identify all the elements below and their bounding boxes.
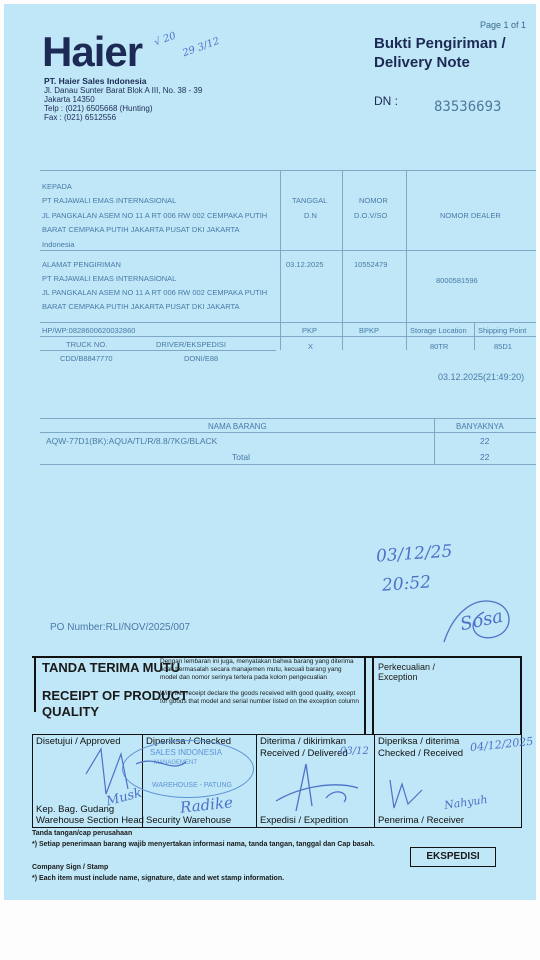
company-address-2: Jakarta 14350 [44,95,95,104]
kepada-label: KEPADA [42,182,72,191]
nomor-sub: D.O.V/SO [354,211,388,220]
shipping-point-value: 85D1 [494,342,512,351]
nomor-label: NOMOR [359,196,388,205]
received-foot: Penerima / Receiver [378,815,465,826]
checked-label: Diperiksa / Checked [146,736,232,747]
rule [372,656,374,734]
shipping-point-label: Shipping Point [478,326,527,335]
nomor-value: 10552479 [354,260,388,269]
shipping-address-label: ALAMAT PENGIRIMAN [42,260,121,269]
receipt-title-en-2: QUALITY [42,704,100,719]
truck-value: CDD/B8847770 [60,354,113,363]
truck-label: TRUCK NO. [66,340,108,349]
dn-label: DN : [374,94,398,108]
rule [40,432,536,433]
shipping-address-1: JL PANGKALAN ASEM NO 11 A RT 006 RW 002 CEMPAKA PUTIH [42,288,268,297]
haier-logo: Haier [42,28,143,75]
title-id: Bukti Pengiriman / [374,35,506,52]
delivered-foot: Expedisi / Expedition [260,815,349,826]
rule [40,250,536,251]
total-label: Total [232,452,250,462]
rule [40,418,536,419]
handwritten-corner-2: 29 3/12 [181,35,222,60]
pkp-value: X [308,342,314,351]
handwritten-corner-1: √ 20 [152,30,178,49]
signature-checked: Radike [179,793,234,817]
received-label-1: Diperiksa / diterima [378,736,460,747]
handwritten-time: 20:52 [381,572,432,596]
company-name: PT. Haier Sales Indonesia [44,76,147,86]
stamp-text: SALES INDONESIA [150,748,223,757]
recipient-country: Indonesia [42,240,75,249]
stamp-management: MANAGEMENT [154,760,198,766]
phone-number: HP/WP:0828600620032860 [42,326,136,335]
rule [40,464,536,465]
receiver-scribble [382,774,432,814]
rule [374,734,375,828]
recipient-address-2: BARAT CEMPAKA PUTIH JAKARTA PUSAT DKI JAKARTA [42,225,240,234]
tanggal-sub: D.N [304,211,317,220]
company-info [44,77,202,122]
checked-foot: Security Warehouse [146,815,232,826]
received-label-2: Checked / Received [378,748,464,759]
driver-value: DONI/E88 [184,354,219,363]
delivered-label-2: Received / Delivered [260,748,348,759]
receipt-title-id: TANDA TERIMA MUTU [42,660,181,675]
page-number: Page 1 of 1 [479,20,526,30]
rule [40,170,536,171]
storage-location-value: 80TR [430,342,449,351]
approved-foot-2: Warehouse Section Head [36,815,144,826]
dealer-label: NOMOR DEALER [440,211,501,220]
item-name-header: NAMA BARANG [208,422,267,431]
stamp-sub: WAREHOUSE - PATUNG [152,782,232,789]
approved-scribble [76,744,196,804]
delivered-handwritten-date: 03/12 [340,746,369,757]
rule [34,656,36,712]
driver-label: DRIVER/EKSPEDISI [156,340,227,349]
approved-foot-1: Kep. Bag. Gudang [36,804,115,815]
top-signature: Sosa [458,605,505,636]
dn-value: 83536693 [434,99,502,115]
rule [434,418,435,464]
storage-location-label: Storage Location [410,326,467,335]
shipping-name: PT RAJAWALI EMAS INTERNASIONAL [42,274,177,283]
rule [40,336,536,337]
expedition-signature [266,756,366,816]
footer-note-4: *) Each item must include name, signature, date and wet stamp information. [32,875,285,882]
tanggal-value: 03.12.2025 [286,260,324,269]
item-row-name: AQW-77D1(BK):AQUA/TL/R/8.8/7KG/BLACK [46,436,218,446]
company-fax: Fax : (021) 6512556 [44,113,117,122]
ekspedisi-box: EKSPEDISI [410,847,496,867]
tanggal-label: TANGGAL [292,196,328,205]
delivery-note-sheet [4,4,536,900]
item-qty-header: BANYAKNYA [456,422,504,431]
item-row-qty: 22 [480,436,490,446]
receipt-title-en-1: RECEIPT OF PRODUCT [42,688,188,703]
company-telp: Telp : (021) 6505668 (Hunting) [44,104,153,113]
rule [342,170,343,350]
received-handwritten-date: 04/12/2025 [469,734,534,755]
po-number: PO Number:RLI/NOV/2025/007 [50,622,191,633]
rule [364,656,366,734]
bpkp-label: BPKP [359,326,380,335]
rule [520,656,522,734]
rule [280,170,281,350]
approved-label: Disetujui / Approved [36,736,121,747]
dealer-value: 8000581596 [436,276,478,285]
rule [40,350,276,351]
rule [406,170,407,350]
rule [40,322,536,323]
document-title [374,34,506,72]
signature-scribble [434,592,524,652]
shipping-address-2: BARAT CEMPAKA PUTIH JAKARTA PUSAT DKI JAKARTA [42,302,240,311]
footer-note-1: Tanda tangan/cap perusahaan [32,830,133,837]
receipt-text-en: With this receipt declare the goods received with good quality, except for goods that model and serial number listed on the exception column [160,690,359,705]
total-qty: 22 [480,452,490,462]
signature-approved: Musk [104,785,144,810]
title-en: Delivery Note [374,54,470,71]
delivered-label-1: Diterima / dikirimkan [260,736,347,747]
exception-label: Perkecualian / Exception [378,662,436,682]
signature-received: Nahyuh [443,793,489,812]
recipient-address-1: JL PANGKALAN ASEM NO 11 A RT 006 RW 002 CEMPAKA PUTIH [42,211,268,220]
pkp-label: PKP [302,326,318,335]
recipient-name: PT RAJAWALI EMAS INTERNASIONAL [42,196,177,205]
footer-note-2: *) Setiap penerimaan barang wajib menyertakan informasi nama, tanda tangan, tanggal dan Cap basah. [32,841,375,848]
rule [256,734,257,828]
receipt-text-id: Dengan lembaran ini juga, menyatakan bahwa barang yang diterima tidak bermasalah secara manajemen mutu, kecuali barang yang model dan nomor serinya tertera pada kolom pengecualian [160,658,354,681]
handwritten-date: 03/12/25 [375,541,453,567]
company-address-1: Jl. Danau Sunter Barat Blok A III, No. 38 - 39 [44,86,203,95]
footer-note-3: Company Sign / Stamp [32,864,109,871]
print-timestamp: 03.12.2025(21:49:20) [438,372,525,382]
